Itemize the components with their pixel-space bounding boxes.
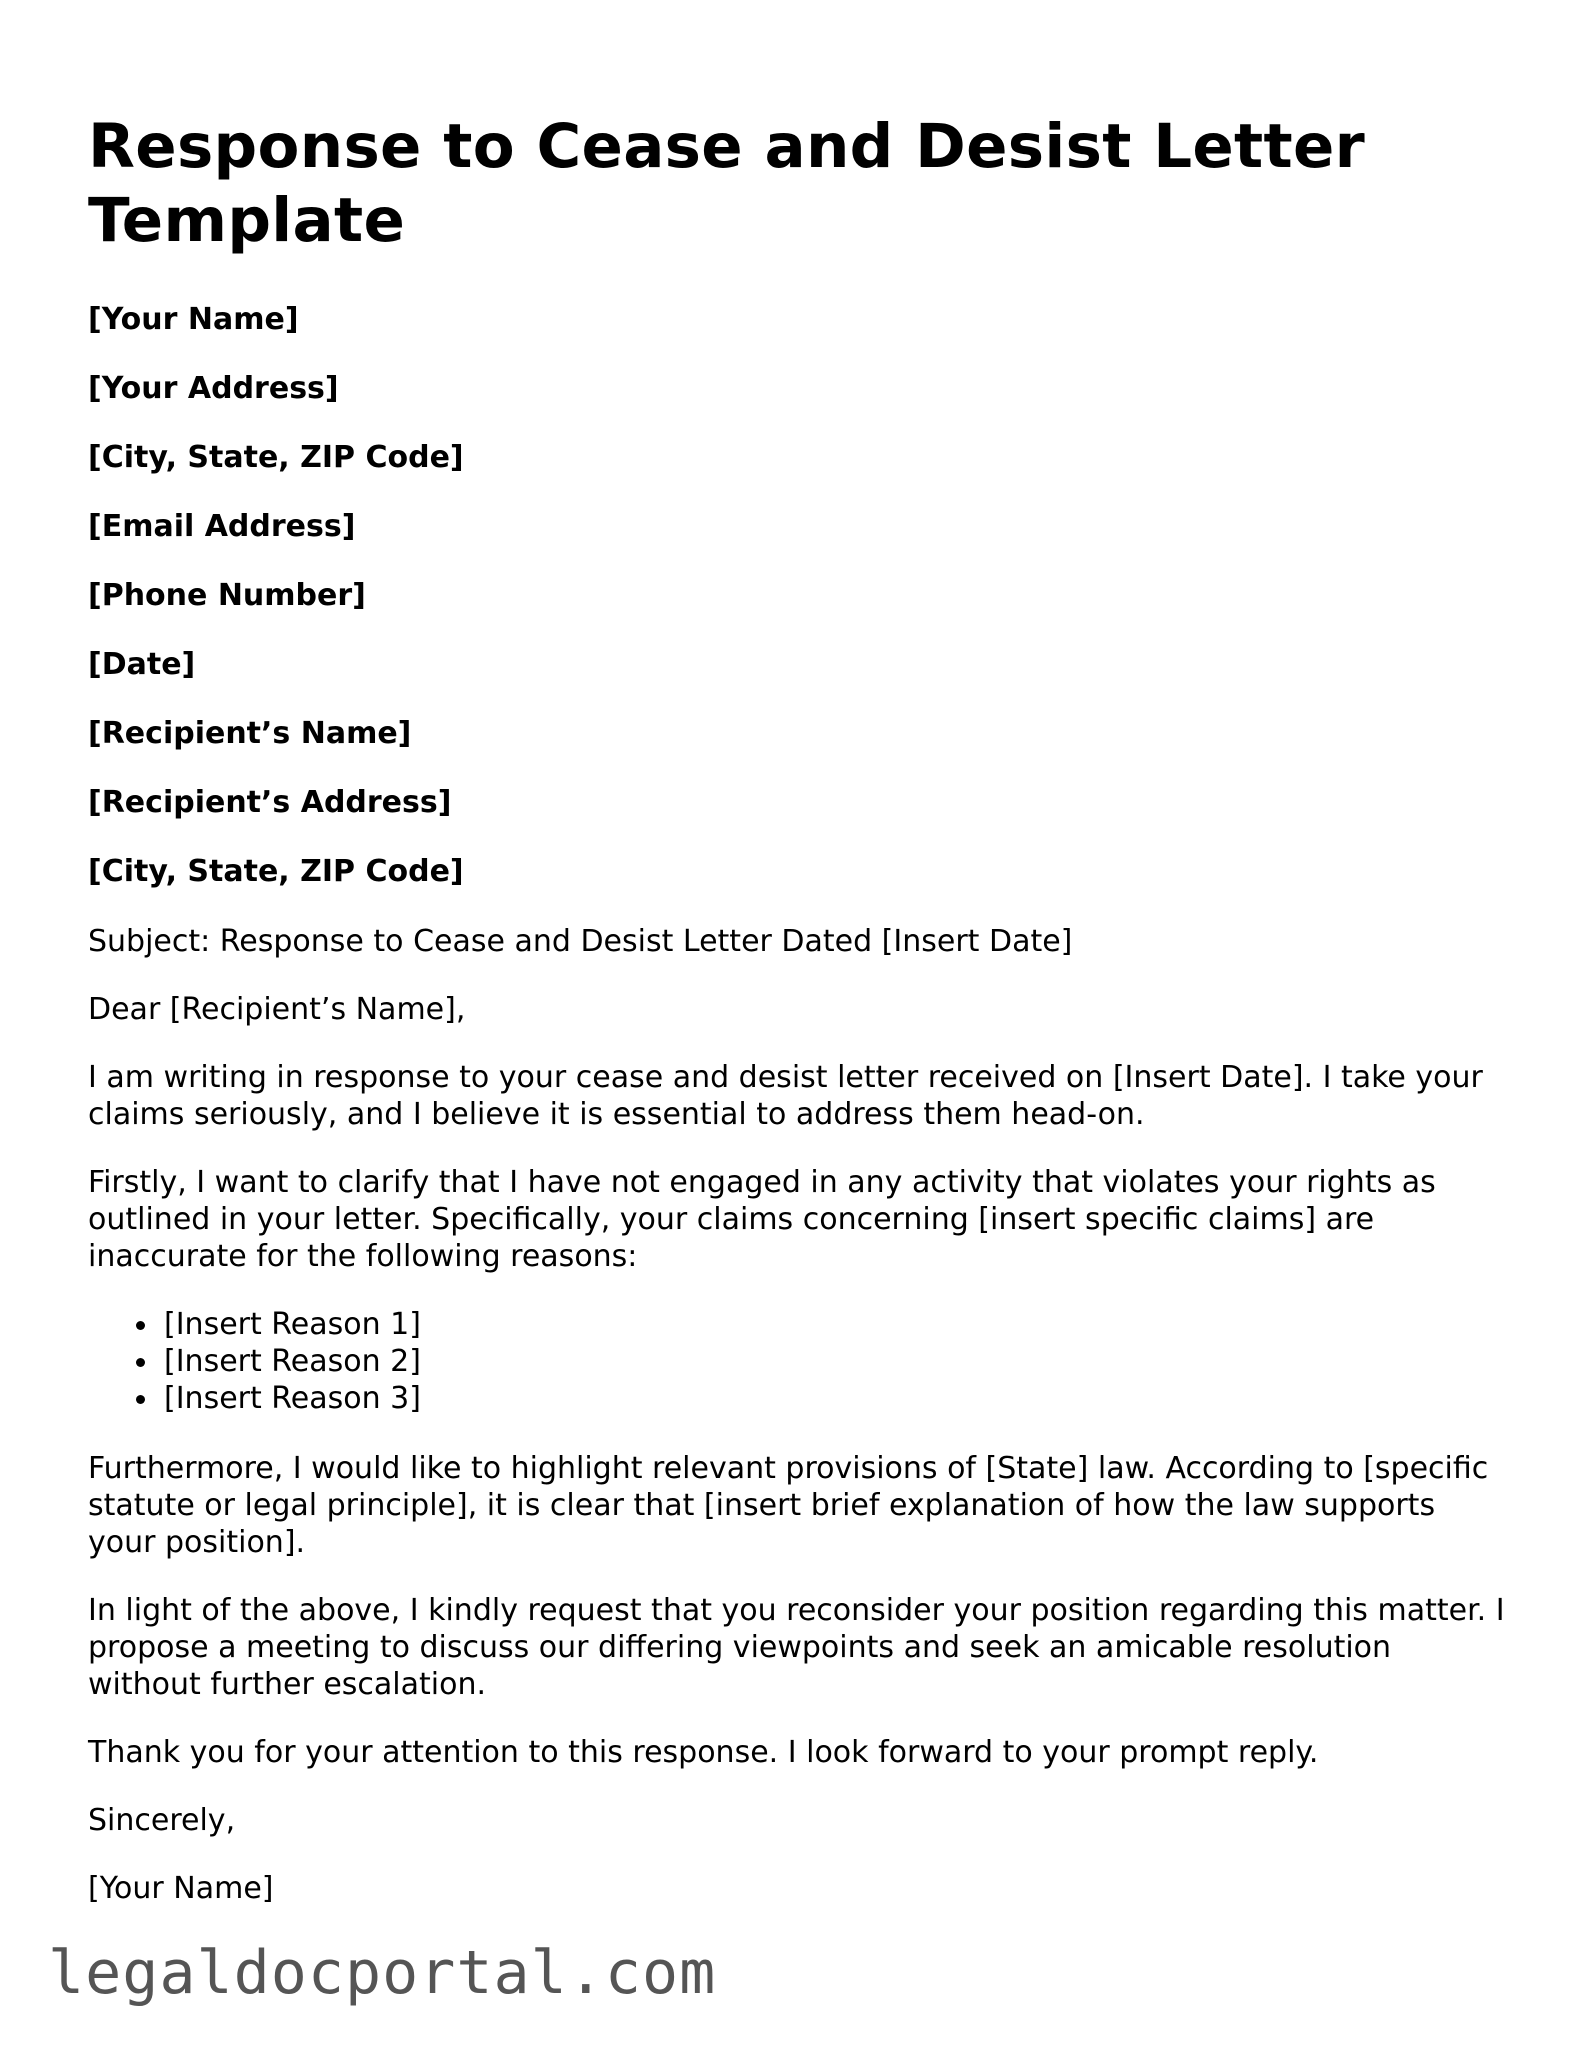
recipient-name: [Recipient’s Name]: [88, 716, 412, 751]
signoff: Sincerely,: [88, 1803, 236, 1838]
body-paragraph: I am writing in response to your cease and desist letter received on [Insert Date]. I take your claims seriously, and I believe it is essential to address them head-on.: [88, 1060, 1483, 1132]
salutation: Dear [Recipient’s Name],: [88, 992, 466, 1027]
site-watermark: legaldocportal.com: [48, 1938, 717, 2008]
body-paragraph: In light of the above, I kindly request that you reconsider your position regarding this matter. I propose a meeting to discuss our differing viewpoints and seek an amicable resolution without further escalation.: [88, 1593, 1505, 1702]
body-paragraph: Firstly, I want to clarify that I have not engaged in any activity that violates your rights as outlined in your letter. Specifically, your claims concerning [insert specific claims] are inaccurate for the following reasons:: [88, 1165, 1436, 1274]
sender-name: [Your Name]: [88, 302, 299, 337]
sender-block: [88, 302, 1508, 613]
recipient-block: [88, 716, 1508, 889]
sender-phone: [Phone Number]: [88, 578, 366, 613]
body-paragraph: Furthermore, I would like to highlight relevant provisions of [State] law. According to [specific statute or legal principle], it is clear that [insert brief explanation of how the law supports your position].: [88, 1451, 1489, 1560]
signature-name: [Your Name]: [88, 1871, 274, 1906]
sender-address: [Your Address]: [88, 371, 339, 406]
reason-item: [Insert Reason 2]: [164, 1343, 1508, 1380]
page-title: Response to Cease and Desist Letter Template: [88, 111, 1366, 256]
reasons-list: [88, 1306, 1508, 1417]
letter-page: [88, 110, 1508, 1938]
recipient-address: [Recipient’s Address]: [88, 785, 452, 820]
letter-date: [Date]: [88, 647, 196, 682]
body-paragraph: Thank you for your attention to this response. I look forward to your prompt reply.: [88, 1735, 1319, 1770]
sender-city-state-zip: [City, State, ZIP Code]: [88, 440, 464, 475]
reason-item: [Insert Reason 3]: [164, 1380, 1508, 1417]
subject-line: Subject: Response to Cease and Desist Letter Dated [Insert Date]: [88, 924, 1073, 959]
recipient-city-state-zip: [City, State, ZIP Code]: [88, 854, 464, 889]
reason-item: [Insert Reason 1]: [164, 1306, 1508, 1343]
sender-email: [Email Address]: [88, 509, 356, 544]
